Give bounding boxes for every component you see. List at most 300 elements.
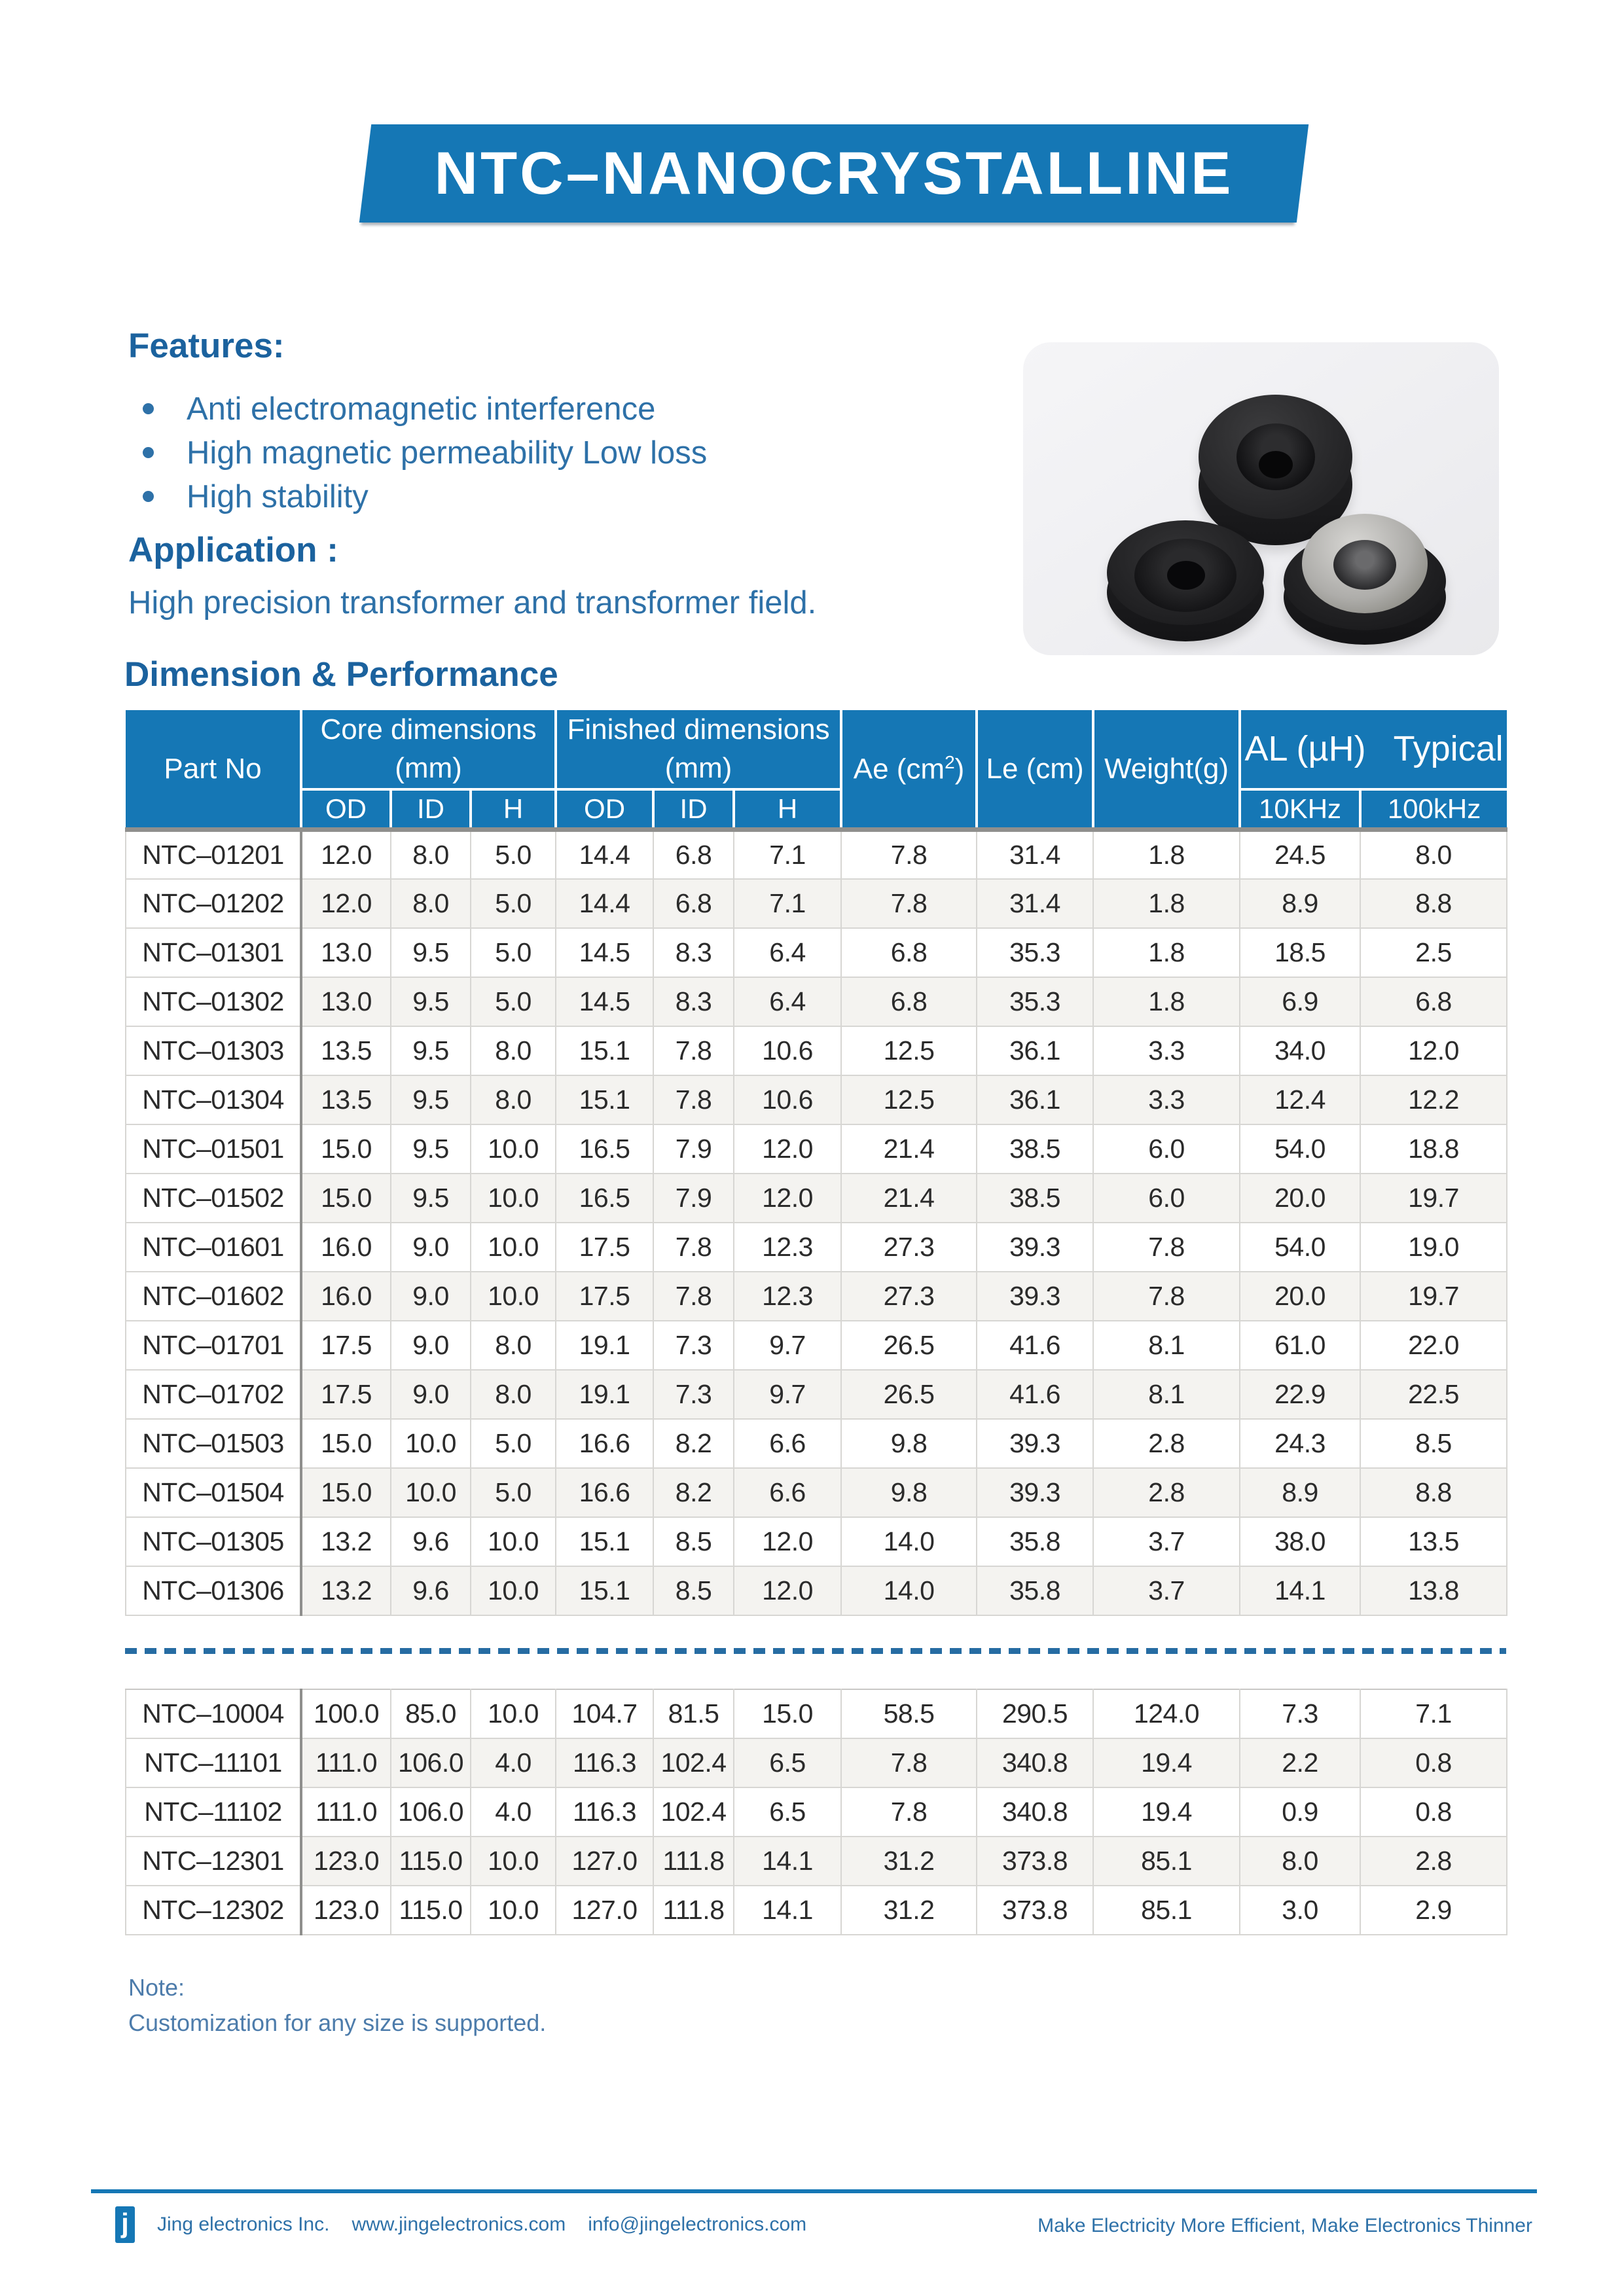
value-cell: 35.3 (977, 928, 1093, 977)
part-no-cell: NTC–01202 (126, 879, 301, 928)
part-no-cell: NTC–12302 (126, 1886, 301, 1935)
value-cell: 35.8 (977, 1517, 1093, 1566)
value-cell: 17.5 (301, 1370, 391, 1419)
value-cell: 8.3 (653, 928, 734, 977)
value-cell: 3.3 (1093, 1026, 1240, 1075)
value-cell: 340.8 (977, 1738, 1093, 1787)
header-line: Core dimensions (320, 713, 537, 745)
value-cell: 38.5 (977, 1124, 1093, 1174)
dashed-divider (125, 1648, 1506, 1654)
value-cell: 8.5 (653, 1566, 734, 1615)
dimension-table (125, 710, 1507, 1616)
table-row (126, 1886, 1507, 1935)
value-cell: 15.0 (734, 1689, 841, 1738)
value-cell: 38.0 (1240, 1517, 1360, 1566)
value-cell: 12.0 (301, 879, 391, 928)
value-cell: 10.0 (391, 1419, 471, 1468)
company-logo: j (115, 2206, 135, 2243)
part-no-cell: NTC–01503 (126, 1419, 301, 1468)
value-cell: 19.1 (556, 1370, 653, 1419)
value-cell: 8.8 (1360, 1468, 1507, 1517)
company-slogan: Make Electricity More Efficient, Make Electronics Thinner (1038, 2215, 1532, 2236)
value-cell: 9.8 (841, 1419, 977, 1468)
title-banner (365, 124, 1303, 223)
value-cell: 39.3 (977, 1223, 1093, 1272)
value-cell: 106.0 (391, 1738, 471, 1787)
value-cell: 15.1 (556, 1517, 653, 1566)
value-cell: 7.9 (653, 1174, 734, 1223)
header-od: OD (556, 789, 653, 830)
value-cell: 16.6 (556, 1468, 653, 1517)
value-cell: 10.0 (471, 1837, 556, 1886)
header-ae (841, 710, 977, 830)
value-cell: 9.5 (391, 1075, 471, 1124)
value-cell: 123.0 (301, 1837, 391, 1886)
value-cell: 27.3 (841, 1272, 977, 1321)
note-block (128, 1970, 546, 2041)
value-cell: 3.7 (1093, 1517, 1240, 1566)
bullet-icon (143, 403, 154, 414)
value-cell: 16.5 (556, 1124, 653, 1174)
value-cell: 127.0 (556, 1886, 653, 1935)
value-cell: 7.8 (653, 1026, 734, 1075)
value-cell: 12.3 (734, 1272, 841, 1321)
value-cell: 10.0 (391, 1468, 471, 1517)
value-cell: 81.5 (653, 1689, 734, 1738)
value-cell: 116.3 (556, 1787, 653, 1837)
value-cell: 24.3 (1240, 1419, 1360, 1468)
value-cell: 8.9 (1240, 1468, 1360, 1517)
value-cell: 31.2 (841, 1886, 977, 1935)
value-cell: 13.0 (301, 977, 391, 1026)
feature-text: Anti electromagnetic interference (187, 391, 656, 427)
table-row (126, 1124, 1507, 1174)
value-cell: 7.3 (653, 1370, 734, 1419)
value-cell: 12.0 (734, 1124, 841, 1174)
table-row (126, 1075, 1507, 1124)
value-cell: 9.8 (841, 1468, 977, 1517)
value-cell: 14.1 (734, 1886, 841, 1935)
value-cell: 6.9 (1240, 977, 1360, 1026)
value-cell: 19.0 (1360, 1223, 1507, 1272)
value-cell: 5.0 (471, 830, 556, 879)
value-cell: 102.4 (653, 1738, 734, 1787)
value-cell: 4.0 (471, 1787, 556, 1837)
value-cell: 13.8 (1360, 1566, 1507, 1615)
header-line: (mm) (395, 752, 462, 785)
value-cell: 6.8 (841, 977, 977, 1026)
value-cell: 10.6 (734, 1026, 841, 1075)
value-cell: 16.0 (301, 1223, 391, 1272)
value-cell: 340.8 (977, 1787, 1093, 1837)
value-cell: 6.4 (734, 977, 841, 1026)
header-finished-dimensions (556, 710, 841, 789)
al-label: AL (µH) (1244, 729, 1366, 769)
value-cell: 7.8 (1093, 1272, 1240, 1321)
value-cell: 18.8 (1360, 1124, 1507, 1174)
part-no-cell: NTC–10004 (126, 1689, 301, 1738)
value-cell: 127.0 (556, 1837, 653, 1886)
value-cell: 13.2 (301, 1566, 391, 1615)
al-typical-label: Typical (1393, 729, 1504, 769)
value-cell: 22.0 (1360, 1321, 1507, 1370)
header-line: (mm) (664, 752, 732, 785)
value-cell: 14.5 (556, 928, 653, 977)
value-cell: 58.5 (841, 1689, 977, 1738)
value-cell: 6.0 (1093, 1174, 1240, 1223)
value-cell: 16.0 (301, 1272, 391, 1321)
value-cell: 100.0 (301, 1689, 391, 1738)
value-cell: 2.5 (1360, 928, 1507, 977)
table-row (126, 1468, 1507, 1517)
value-cell: 4.0 (471, 1738, 556, 1787)
value-cell: 41.6 (977, 1370, 1093, 1419)
value-cell: 115.0 (391, 1837, 471, 1886)
value-cell: 106.0 (391, 1787, 471, 1837)
value-cell: 10.6 (734, 1075, 841, 1124)
value-cell: 15.1 (556, 1566, 653, 1615)
core-inner-hole (1259, 451, 1293, 478)
ae-label-close: ) (954, 753, 965, 785)
value-cell: 2.8 (1360, 1837, 1507, 1886)
value-cell: 10.0 (471, 1566, 556, 1615)
footer-divider (91, 2189, 1537, 2193)
value-cell: 7.8 (1093, 1223, 1240, 1272)
ae-label: Ae (cm (853, 753, 945, 785)
application-heading: Application : (128, 531, 338, 569)
table-row (126, 1566, 1507, 1615)
value-cell: 373.8 (977, 1886, 1093, 1935)
table-row (126, 1321, 1507, 1370)
header-id: ID (391, 789, 471, 830)
value-cell: 12.0 (301, 830, 391, 879)
value-cell: 9.0 (391, 1272, 471, 1321)
value-cell: 8.0 (1240, 1837, 1360, 1886)
features-section (128, 326, 707, 518)
part-no-cell: NTC–01201 (126, 830, 301, 879)
value-cell: 9.7 (734, 1321, 841, 1370)
part-no-cell: NTC–01504 (126, 1468, 301, 1517)
section-heading: Dimension & Performance (124, 655, 558, 694)
value-cell: 21.4 (841, 1174, 977, 1223)
value-cell: 7.1 (734, 830, 841, 879)
value-cell: 7.1 (734, 879, 841, 928)
table-row (126, 1223, 1507, 1272)
value-cell: 7.8 (653, 1272, 734, 1321)
value-cell: 8.2 (653, 1468, 734, 1517)
value-cell: 10.0 (471, 1517, 556, 1566)
value-cell: 8.5 (1360, 1419, 1507, 1468)
part-no-cell: NTC–01501 (126, 1124, 301, 1174)
value-cell: 8.2 (653, 1419, 734, 1468)
value-cell: 6.5 (734, 1787, 841, 1837)
value-cell: 16.6 (556, 1419, 653, 1468)
value-cell: 9.6 (391, 1566, 471, 1615)
table-row (126, 879, 1507, 928)
value-cell: 7.3 (653, 1321, 734, 1370)
toroid-core-metal-icon (1284, 514, 1446, 645)
value-cell: 15.0 (301, 1468, 391, 1517)
bullet-icon (143, 447, 154, 458)
table-row (126, 830, 1507, 879)
value-cell: 15.1 (556, 1026, 653, 1075)
header-h: H (471, 789, 556, 830)
value-cell: 31.4 (977, 879, 1093, 928)
value-cell: 2.2 (1240, 1738, 1360, 1787)
value-cell: 6.8 (841, 928, 977, 977)
value-cell: 18.5 (1240, 928, 1360, 977)
value-cell: 10.0 (471, 1124, 556, 1174)
value-cell: 12.0 (734, 1174, 841, 1223)
value-cell: 115.0 (391, 1886, 471, 1935)
value-cell: 85.1 (1093, 1886, 1240, 1935)
value-cell: 1.8 (1093, 977, 1240, 1026)
feature-item (128, 387, 707, 431)
value-cell: 8.8 (1360, 879, 1507, 928)
value-cell: 54.0 (1240, 1223, 1360, 1272)
value-cell: 20.0 (1240, 1174, 1360, 1223)
part-no-cell: NTC–01305 (126, 1517, 301, 1566)
value-cell: 9.5 (391, 977, 471, 1026)
header-10khz: 10KHz (1240, 789, 1360, 830)
value-cell: 14.1 (734, 1837, 841, 1886)
header-line: Finished dimensions (567, 713, 830, 745)
value-cell: 8.0 (1360, 830, 1507, 879)
part-no-cell: NTC–01602 (126, 1272, 301, 1321)
table-row (126, 1517, 1507, 1566)
value-cell: 39.3 (977, 1419, 1093, 1468)
value-cell: 19.1 (556, 1321, 653, 1370)
value-cell: 17.5 (301, 1321, 391, 1370)
header-part-no: Part No (126, 710, 301, 830)
value-cell: 9.5 (391, 1174, 471, 1223)
value-cell: 102.4 (653, 1787, 734, 1837)
features-heading: Features: (128, 327, 285, 365)
value-cell: 111.0 (301, 1738, 391, 1787)
value-cell: 3.7 (1093, 1566, 1240, 1615)
footer-company-info (115, 2204, 806, 2245)
value-cell: 8.0 (391, 879, 471, 928)
value-cell: 3.3 (1093, 1075, 1240, 1124)
value-cell: 26.5 (841, 1370, 977, 1419)
value-cell: 6.4 (734, 928, 841, 977)
value-cell: 13.5 (301, 1075, 391, 1124)
company-name: Jing electronics Inc. (157, 2214, 330, 2235)
value-cell: 31.4 (977, 830, 1093, 879)
product-photo (1023, 342, 1499, 655)
header-100khz: 100kHz (1360, 789, 1507, 830)
value-cell: 111.0 (301, 1787, 391, 1837)
value-cell: 12.0 (1360, 1026, 1507, 1075)
value-cell: 10.0 (471, 1223, 556, 1272)
table-row (126, 1419, 1507, 1468)
value-cell: 15.0 (301, 1124, 391, 1174)
value-cell: 10.0 (471, 1886, 556, 1935)
value-cell: 38.5 (977, 1174, 1093, 1223)
table-body (126, 830, 1507, 1615)
table-row (126, 1174, 1507, 1223)
value-cell: 12.3 (734, 1223, 841, 1272)
value-cell: 14.4 (556, 879, 653, 928)
value-cell: 6.5 (734, 1738, 841, 1787)
value-cell: 6.8 (653, 830, 734, 879)
value-cell: 7.1 (1360, 1689, 1507, 1738)
value-cell: 8.0 (471, 1321, 556, 1370)
company-email: info@jingelectronics.com (588, 2214, 807, 2235)
value-cell: 12.0 (734, 1517, 841, 1566)
page-title: NTC–NANOCRYSTALLINE (434, 140, 1234, 207)
part-no-cell: NTC–01601 (126, 1223, 301, 1272)
header-al-typical (1240, 710, 1507, 789)
value-cell: 31.2 (841, 1837, 977, 1886)
value-cell: 0.8 (1360, 1787, 1507, 1837)
features-list (128, 387, 707, 518)
value-cell: 1.8 (1093, 879, 1240, 928)
value-cell: 111.8 (653, 1886, 734, 1935)
value-cell: 35.3 (977, 977, 1093, 1026)
value-cell: 9.7 (734, 1370, 841, 1419)
value-cell: 7.8 (841, 1787, 977, 1837)
dimension-table-large-sizes (125, 1689, 1507, 1935)
value-cell: 5.0 (471, 928, 556, 977)
value-cell: 8.1 (1093, 1370, 1240, 1419)
table-row (126, 1272, 1507, 1321)
value-cell: 7.9 (653, 1124, 734, 1174)
value-cell: 8.0 (471, 1370, 556, 1419)
value-cell: 35.8 (977, 1566, 1093, 1615)
table-row (126, 1689, 1507, 1738)
header-core-dimensions (301, 710, 556, 789)
part-no-cell: NTC–12301 (126, 1837, 301, 1886)
value-cell: 9.5 (391, 1026, 471, 1075)
value-cell: 15.1 (556, 1075, 653, 1124)
part-no-cell: NTC–01304 (126, 1075, 301, 1124)
value-cell: 19.4 (1093, 1738, 1240, 1787)
value-cell: 17.5 (556, 1223, 653, 1272)
value-cell: 8.0 (391, 830, 471, 879)
feature-item (128, 475, 707, 518)
value-cell: 41.6 (977, 1321, 1093, 1370)
table-row (126, 1738, 1507, 1787)
value-cell: 8.3 (653, 977, 734, 1026)
table-header (126, 710, 1507, 830)
value-cell: 34.0 (1240, 1026, 1360, 1075)
table-row (126, 1787, 1507, 1837)
value-cell: 14.1 (1240, 1566, 1360, 1615)
value-cell: 17.5 (556, 1272, 653, 1321)
value-cell: 7.8 (841, 1738, 977, 1787)
table-row (126, 928, 1507, 977)
value-cell: 10.0 (471, 1272, 556, 1321)
table-row (126, 1026, 1507, 1075)
value-cell: 19.7 (1360, 1272, 1507, 1321)
value-cell: 14.0 (841, 1566, 977, 1615)
part-no-cell: NTC–01301 (126, 928, 301, 977)
value-cell: 12.5 (841, 1026, 977, 1075)
value-cell: 13.5 (301, 1026, 391, 1075)
value-cell: 27.3 (841, 1223, 977, 1272)
value-cell: 39.3 (977, 1468, 1093, 1517)
value-cell: 9.6 (391, 1517, 471, 1566)
value-cell: 8.0 (471, 1075, 556, 1124)
value-cell: 5.0 (471, 977, 556, 1026)
value-cell: 5.0 (471, 1468, 556, 1517)
value-cell: 9.0 (391, 1321, 471, 1370)
value-cell: 7.8 (841, 879, 977, 928)
core-inner-hole (1167, 561, 1205, 590)
part-no-cell: NTC–01306 (126, 1566, 301, 1615)
header-id: ID (653, 789, 734, 830)
company-website: www.jingelectronics.com (352, 2214, 566, 2235)
value-cell: 2.9 (1360, 1886, 1507, 1935)
value-cell: 373.8 (977, 1837, 1093, 1886)
value-cell: 6.6 (734, 1468, 841, 1517)
note-label: Note: (128, 1974, 185, 2001)
value-cell: 9.5 (391, 928, 471, 977)
application-text: High precision transformer and transformer field. (128, 585, 817, 620)
table-body (126, 1689, 1507, 1935)
part-no-cell: NTC–11102 (126, 1787, 301, 1837)
value-cell: 8.1 (1093, 1321, 1240, 1370)
value-cell: 6.0 (1093, 1124, 1240, 1174)
value-cell: 123.0 (301, 1886, 391, 1935)
value-cell: 6.8 (653, 879, 734, 928)
value-cell: 10.0 (471, 1689, 556, 1738)
ae-superscript: 2 (945, 751, 955, 772)
part-no-cell: NTC–01303 (126, 1026, 301, 1075)
value-cell: 6.8 (1360, 977, 1507, 1026)
feature-text: High stability (187, 478, 369, 514)
value-cell: 14.5 (556, 977, 653, 1026)
value-cell: 1.8 (1093, 928, 1240, 977)
value-cell: 20.0 (1240, 1272, 1360, 1321)
value-cell: 36.1 (977, 1075, 1093, 1124)
value-cell: 12.2 (1360, 1075, 1507, 1124)
value-cell: 24.5 (1240, 830, 1360, 879)
value-cell: 5.0 (471, 879, 556, 928)
value-cell: 14.4 (556, 830, 653, 879)
table-row (126, 1370, 1507, 1419)
value-cell: 290.5 (977, 1689, 1093, 1738)
value-cell: 104.7 (556, 1689, 653, 1738)
value-cell: 10.0 (471, 1174, 556, 1223)
value-cell: 9.5 (391, 1124, 471, 1174)
value-cell: 22.9 (1240, 1370, 1360, 1419)
value-cell: 8.0 (471, 1026, 556, 1075)
value-cell: 2.8 (1093, 1468, 1240, 1517)
value-cell: 61.0 (1240, 1321, 1360, 1370)
table-row (126, 977, 1507, 1026)
value-cell: 5.0 (471, 1419, 556, 1468)
value-cell: 19.4 (1093, 1787, 1240, 1837)
value-cell: 12.0 (734, 1566, 841, 1615)
header-od: OD (301, 789, 391, 830)
value-cell: 116.3 (556, 1738, 653, 1787)
value-cell: 1.8 (1093, 830, 1240, 879)
part-no-cell: NTC–01701 (126, 1321, 301, 1370)
value-cell: 9.0 (391, 1223, 471, 1272)
value-cell: 14.0 (841, 1517, 977, 1566)
value-cell: 3.0 (1240, 1886, 1360, 1935)
note-text: Customization for any size is supported. (128, 2009, 547, 2036)
value-cell: 15.0 (301, 1174, 391, 1223)
value-cell: 12.5 (841, 1075, 977, 1124)
value-cell: 85.0 (391, 1689, 471, 1738)
value-cell: 26.5 (841, 1321, 977, 1370)
bullet-icon (143, 491, 154, 502)
table-row (126, 1837, 1507, 1886)
value-cell: 19.7 (1360, 1174, 1507, 1223)
